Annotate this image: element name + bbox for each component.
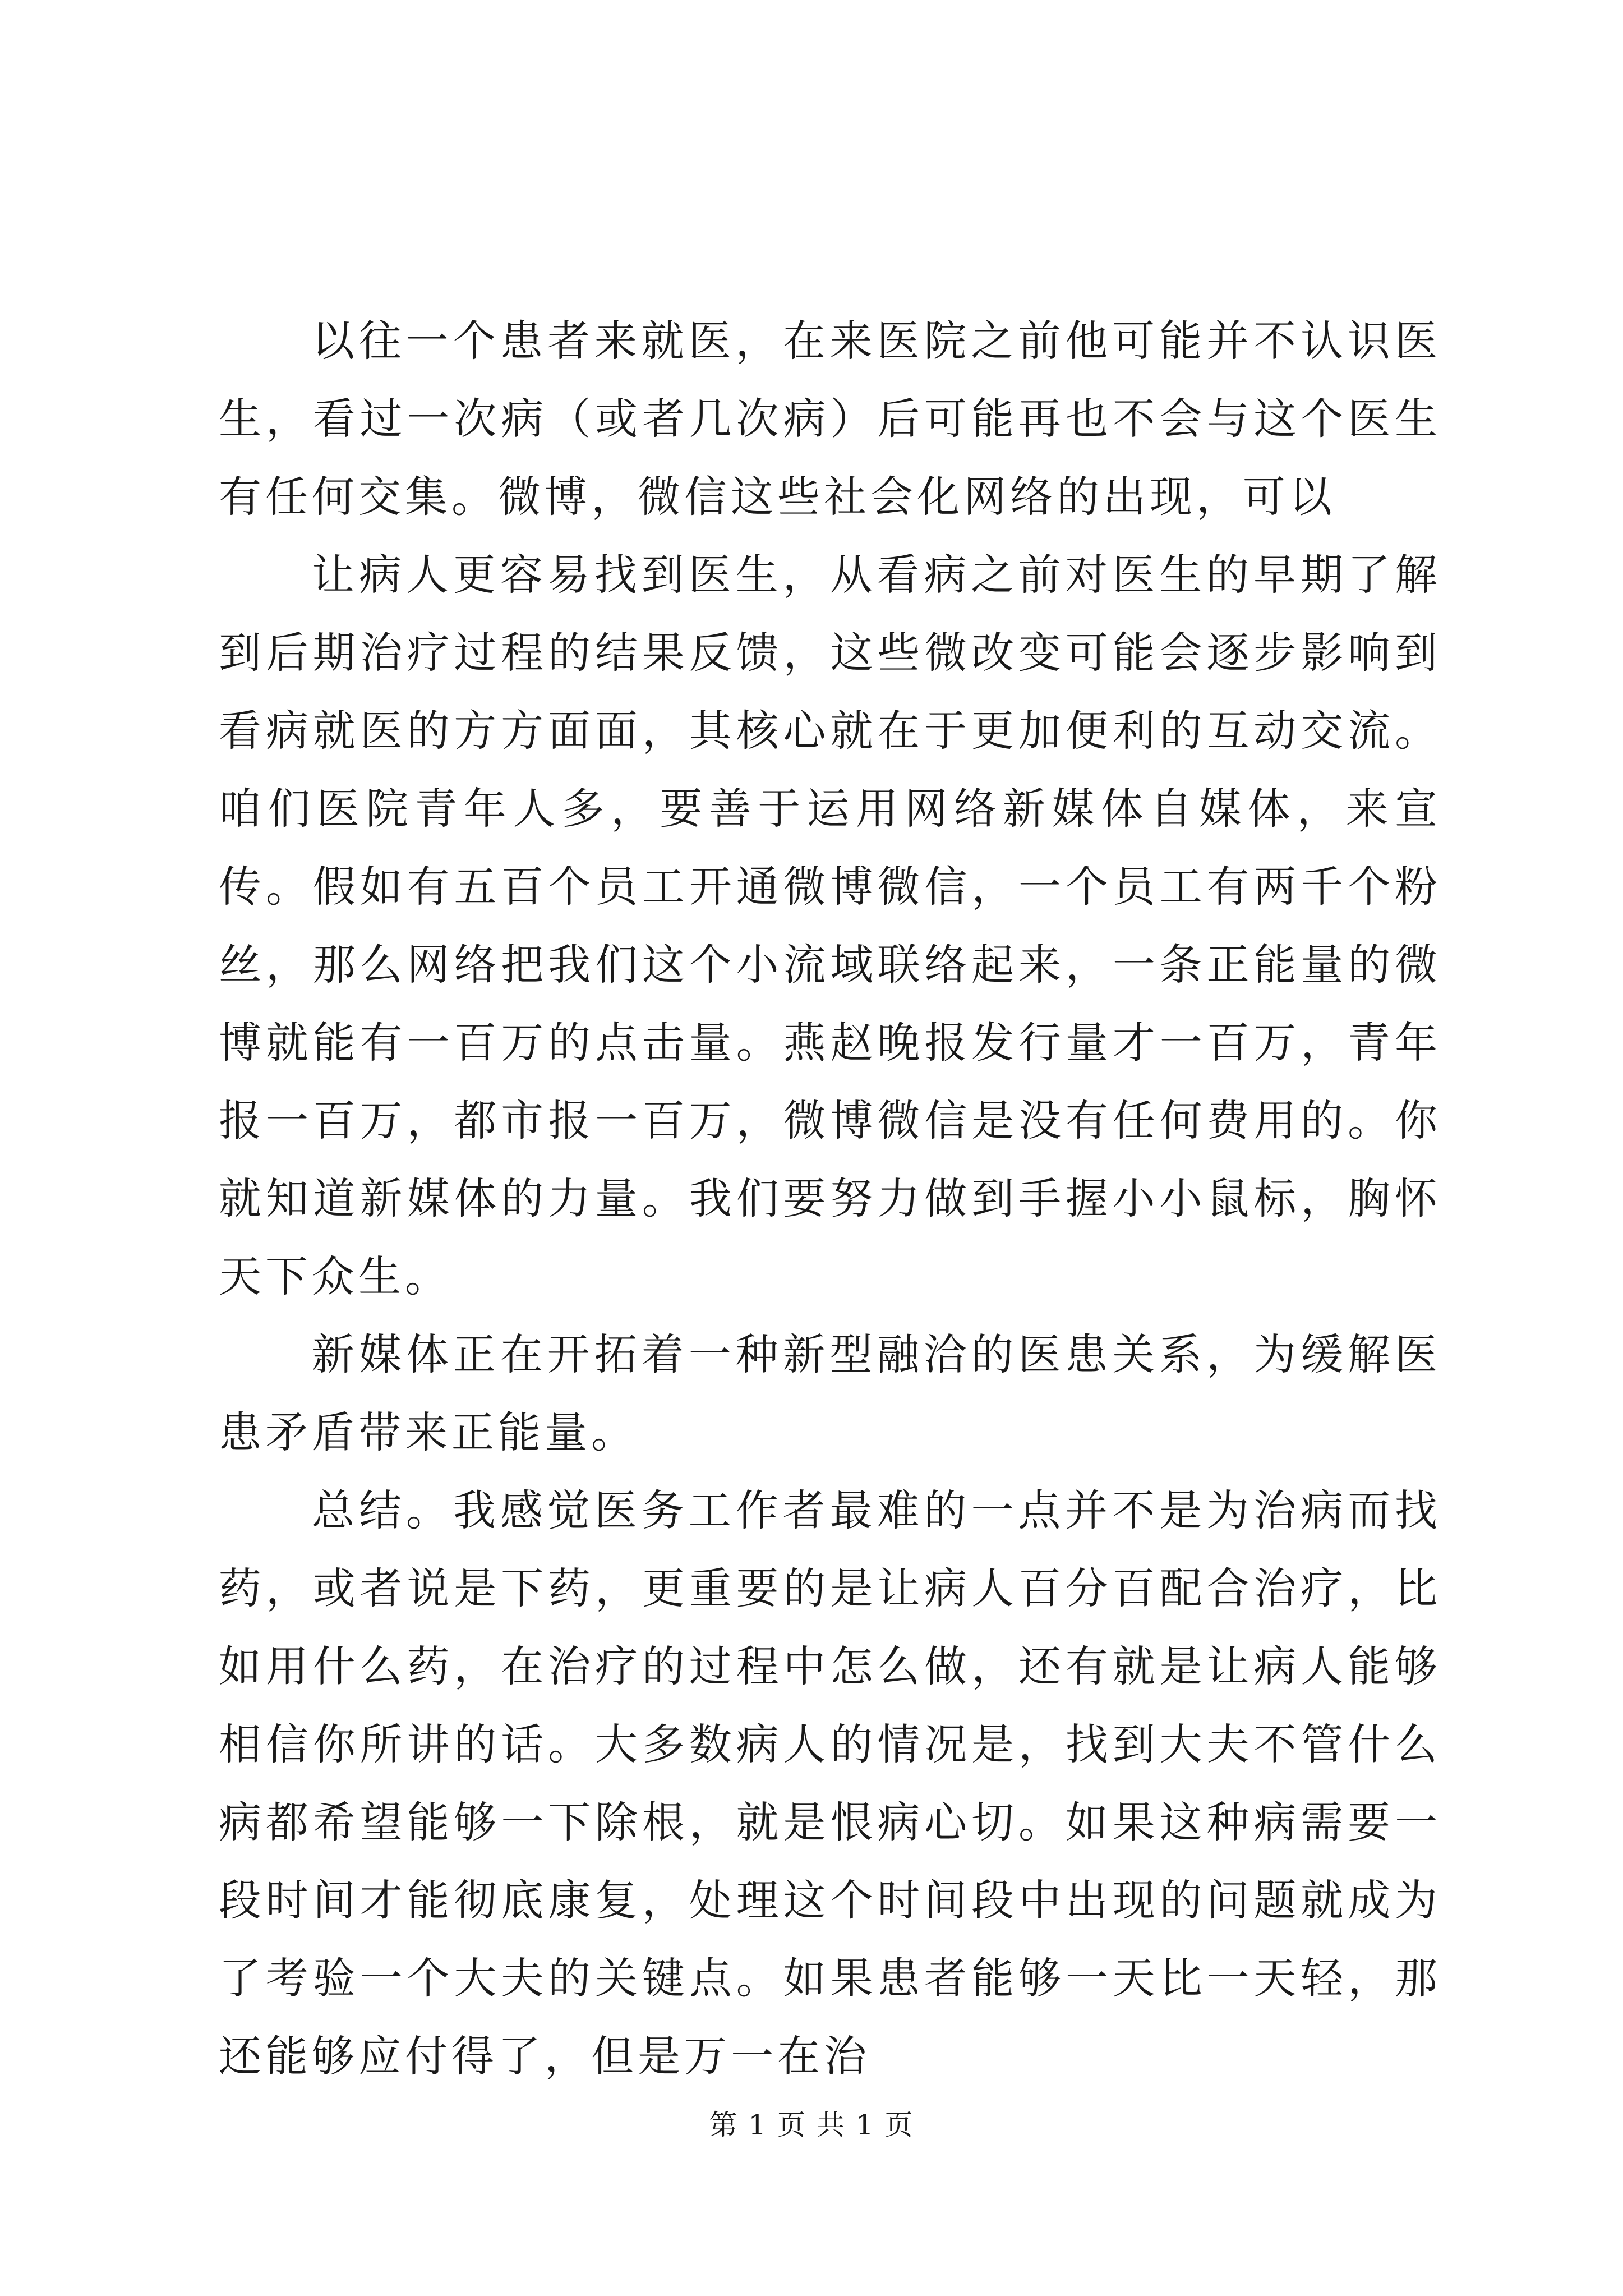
document-body <box>219 302 1441 2095</box>
paragraph-4: 总结。我感觉医务工作者最难的一点并不是为治病而找药，或者说是下药，更重要的是让病人百分百配合治疗，比如用什么药，在治疗的过程中怎么做，还有就是让病人能够相信你所讲的话。大多数病人的情况是，找到大夫不管什么病都希望能够一下除根，就是恨病心切。如果这种病需要一段时间才能彻底康复，处理这个时间段中出现的问题就成为了考验一个大夫的关键点。如果患者能够一天比一天轻，那还能够应付得了，但是万一在治 <box>219 1485 1441 2081</box>
paragraph-1: 以往一个患者来就医，在来医院之前他可能并不认识医生，看过一次病（或者几次病）后可能再也不会与这个医生有任何交集。微博，微信这些社会化网络的出现，可以 <box>219 316 1441 522</box>
page-footer: 第 1 页 共 1 页 <box>709 2109 914 2141</box>
paragraph-3: 新媒体正在开拓着一种新型融洽的医患关系，为缓解医患矛盾带来正能量。 <box>219 1329 1441 1457</box>
paragraph-2: 让病人更容易找到医生，从看病之前对医生的早期了解到后期治疗过程的结果反馈，这些微改变可能会逐步影响到看病就医的方方面面，其核心就在于更加便利的互动交流。咱们医院青年人多，要善于运用网络新媒体自媒体，来宣传。假如有五百个员工开通微博微信，一个员工有两千个粉丝，那么网络把我们这个小流域联络起来，一条正能量的微博就能有一百万的点击量。燕赵晚报发行量才一百万，青年报一百万，都市报一百万，微博微信是没有任何费用的。你就知道新媒体的力量。我们要努力做到手握小小鼠标，胸怀天下众生。 <box>219 550 1441 1301</box>
